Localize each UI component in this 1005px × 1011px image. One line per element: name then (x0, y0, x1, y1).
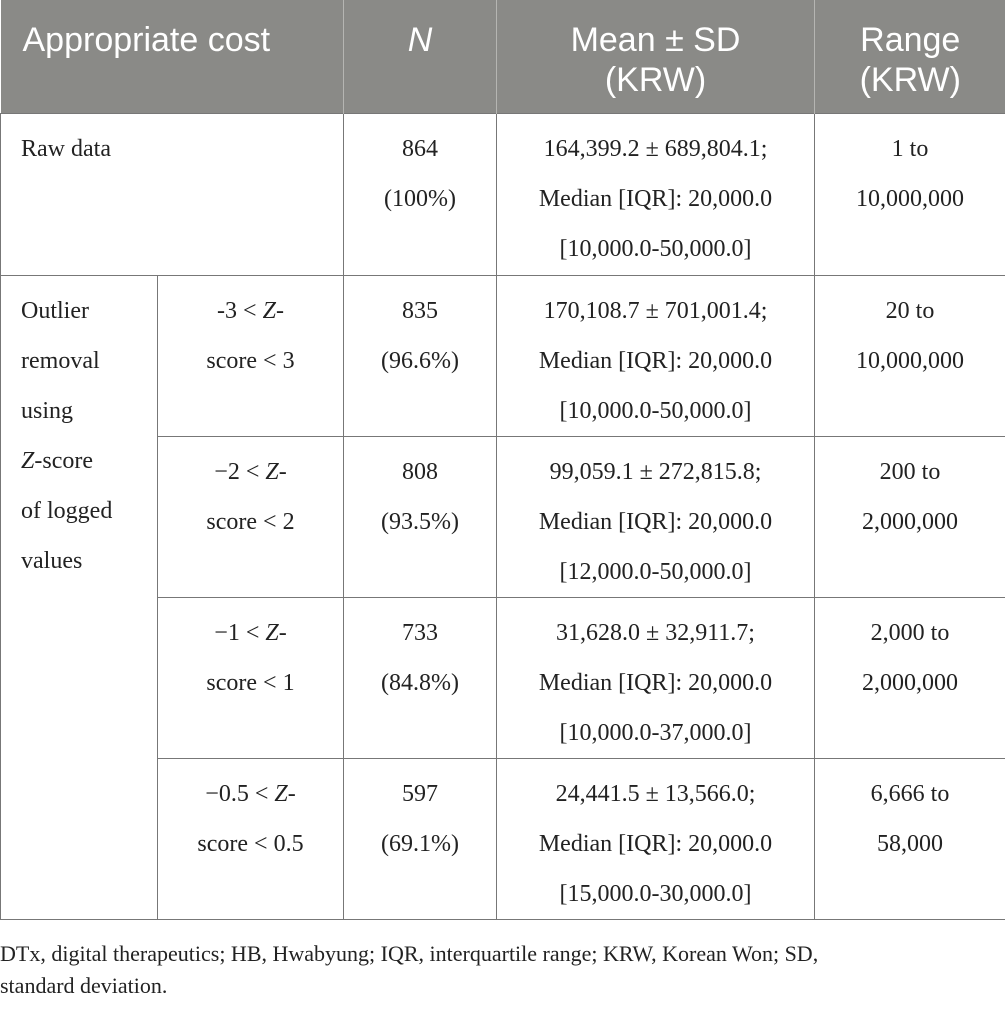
mean-cell (497, 436, 815, 597)
group-label-line3: using (21, 397, 74, 424)
range-cell (815, 436, 1005, 597)
header-range-line2: (KRW) (859, 61, 961, 99)
raw-median: Median [IQR]: 20,000.0 (538, 185, 773, 212)
header-mean-sd (497, 0, 815, 113)
mean-value: 31,628.0 ± 32,911.7; (556, 619, 755, 646)
group-label-line4 (21, 436, 147, 486)
range-cell (815, 597, 1005, 758)
n-value: 808 (402, 458, 438, 485)
z-hyphen: - (278, 619, 287, 646)
header-range-line1: Range (860, 21, 961, 59)
range-line1: 200 to (879, 458, 941, 485)
header-range (815, 0, 1005, 113)
z-threshold-lower: −0.5 < (205, 780, 275, 807)
z-letter: Z (274, 780, 288, 807)
n-cell (344, 436, 497, 597)
group-label-line2: removal (21, 347, 100, 374)
range-line1: 6,666 to (870, 780, 950, 807)
range-cell (815, 758, 1005, 919)
group-label-line5: of logged (21, 497, 113, 524)
group-label-line6: values (21, 547, 83, 574)
range-line2: 58,000 (877, 830, 943, 857)
iqr-value: [12,000.0-50,000.0] (559, 558, 752, 585)
range-line2: 2,000,000 (862, 669, 958, 696)
z-hyphen: - (287, 780, 296, 807)
raw-iqr: [10,000.0-50,000.0] (559, 235, 752, 262)
z-threshold-cell (158, 597, 344, 758)
range-line1: 2,000 to (870, 619, 950, 646)
table-header-row (1, 0, 1005, 113)
z-threshold-line2: score < 1 (206, 669, 295, 696)
n-cell (344, 597, 497, 758)
group-label-score: -score (34, 447, 93, 474)
range-cell (815, 275, 1005, 436)
z-hyphen: - (275, 297, 284, 324)
z-threshold-lower: −2 < (214, 458, 266, 485)
range-line2: 2,000,000 (862, 508, 958, 535)
table-row-z3 (1, 275, 1005, 436)
z-hyphen: - (278, 458, 287, 485)
n-value: 597 (402, 780, 438, 807)
n-pct: (96.6%) (381, 347, 459, 374)
n-pct: (69.1%) (381, 830, 459, 857)
z-threshold-cell (158, 758, 344, 919)
mean-cell (497, 275, 815, 436)
header-appropriate-cost: Appropriate cost (1, 0, 344, 113)
n-value: 835 (402, 297, 438, 324)
z-threshold-cell (158, 275, 344, 436)
mean-value: 24,441.5 ± 13,566.0; (555, 780, 756, 807)
z-threshold-line1 (168, 769, 333, 819)
z-letter: Z (262, 297, 276, 324)
header-mean-line1: Mean ± SD (570, 21, 741, 59)
n-cell (344, 275, 497, 436)
z-threshold-line2: score < 2 (206, 508, 295, 535)
z-threshold-line2: score < 3 (206, 347, 295, 374)
z-letter: Z (265, 458, 279, 485)
z-threshold-lower: -3 < (217, 297, 263, 324)
raw-mean: 164,399.2 ± 689,804.1; (543, 135, 768, 162)
n-pct: (93.5%) (381, 508, 459, 535)
raw-data-label: Raw data (1, 113, 344, 275)
range-line2: 10,000,000 (856, 347, 964, 374)
median-value: Median [IQR]: 20,000.0 (538, 508, 773, 535)
outlier-group-label (1, 275, 158, 919)
footnote-line1: DTx, digital therapeutics; HB, Hwabyung; IQR, interquartile range; KRW, Korean Won; SD, (0, 941, 819, 966)
header-mean-line2: (KRW) (604, 61, 707, 99)
raw-range-line2: 10,000,000 (856, 185, 964, 212)
raw-mean-cell (497, 113, 815, 275)
iqr-value: [10,000.0-37,000.0] (559, 719, 752, 746)
range-line1: 20 to (885, 297, 935, 324)
raw-range-line1: 1 to (891, 135, 929, 162)
iqr-value: [15,000.0-30,000.0] (559, 880, 752, 907)
header-n: N (344, 0, 497, 113)
raw-n-cell (344, 113, 497, 275)
n-value: 733 (402, 619, 438, 646)
median-value: Median [IQR]: 20,000.0 (538, 347, 773, 374)
table-row-raw-data (1, 113, 1005, 275)
z-threshold-cell (158, 436, 344, 597)
median-value: Median [IQR]: 20,000.0 (538, 669, 773, 696)
raw-n: 864 (402, 135, 438, 162)
raw-pct: (100%) (384, 185, 456, 212)
footnote-line2: standard deviation. (0, 973, 168, 998)
mean-value: 99,059.1 ± 272,815.8; (549, 458, 762, 485)
mean-cell (497, 758, 815, 919)
group-label-line1: Outlier (21, 297, 89, 324)
z-threshold-line1 (168, 286, 333, 336)
iqr-value: [10,000.0-50,000.0] (559, 397, 752, 424)
z-threshold-lower: −1 < (214, 619, 266, 646)
z-threshold-line1 (168, 447, 333, 497)
n-pct: (84.8%) (381, 669, 459, 696)
z-letter: Z (265, 619, 279, 646)
median-value: Median [IQR]: 20,000.0 (538, 830, 773, 857)
mean-value: 170,108.7 ± 701,001.4; (543, 297, 768, 324)
mean-cell (497, 597, 815, 758)
table-footnote (0, 938, 1000, 1002)
z-threshold-line1 (168, 608, 333, 658)
group-label-z: Z (21, 447, 35, 474)
z-threshold-line2: score < 0.5 (197, 830, 304, 857)
n-cell (344, 758, 497, 919)
raw-range-cell (815, 113, 1005, 275)
